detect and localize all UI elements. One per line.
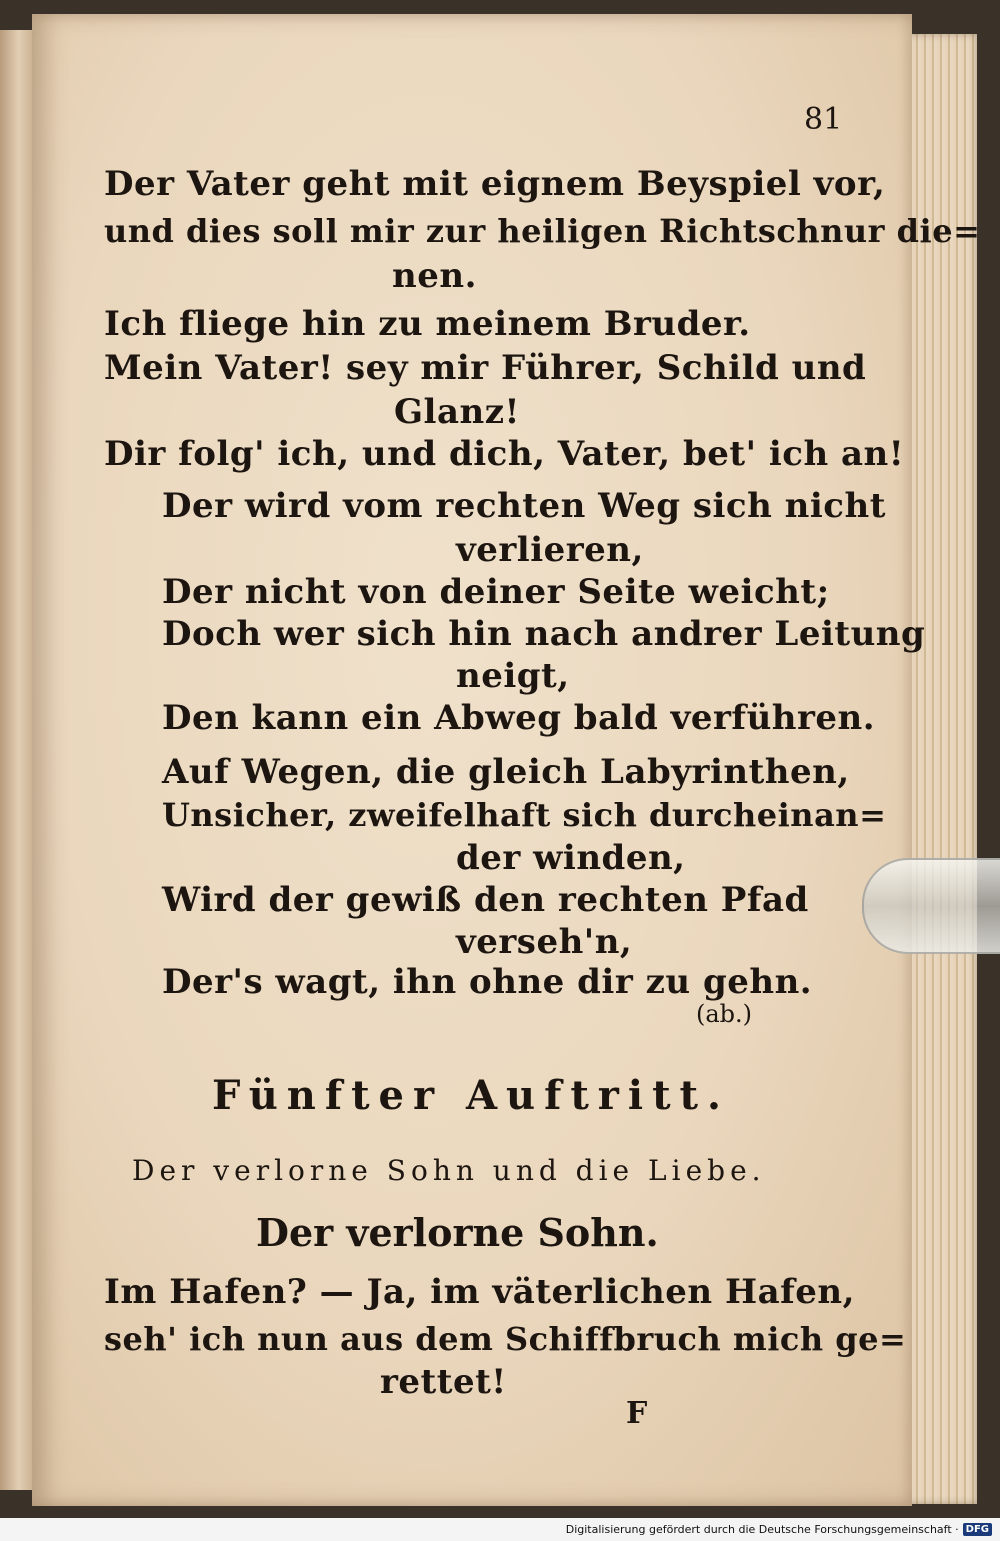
speaker-name: Der verlorne Sohn. <box>256 1210 659 1255</box>
text-line: Glanz! <box>394 392 520 432</box>
book-page <box>32 14 981 1506</box>
page-fore-edges <box>905 34 977 1504</box>
verse-line: Den kann ein Abweg bald verführen. <box>162 698 876 738</box>
text-line: Mein Vater! sey mir Führer, Schild und <box>104 348 867 388</box>
verse-line: Der's wagt, ihn ohne dir zu gehn. <box>162 962 813 1002</box>
verse-line: Der wird vom rechten Weg sich nicht <box>162 486 886 526</box>
text-line: Im Hafen? — Ja, im väterlichen Hafen, <box>104 1272 855 1312</box>
page-holder-clip <box>862 858 1000 954</box>
text-line: seh' ich nun aus dem Schiffbruch mich ge= <box>104 1320 907 1358</box>
verse-line: neigt, <box>456 656 570 696</box>
verse-line: Auf Wegen, die gleich Labyrinthen, <box>162 752 850 792</box>
text-line: rettet! <box>380 1362 507 1402</box>
text-line: und dies soll mir zur heiligen Richtschnur die= <box>104 212 981 250</box>
signature-mark: F <box>626 1396 648 1431</box>
footer-bar <box>0 1518 1000 1541</box>
text-line: Der Vater geht mit eignem Beyspiel vor, <box>104 164 886 204</box>
scene-heading: Fünfter Auftritt. <box>212 1072 730 1119</box>
stage-direction-exit: (ab.) <box>696 1000 753 1028</box>
verse-line: Wird der gewiß den rechten Pfad <box>162 880 809 920</box>
verse-line: Unsicher, zweifelhaft sich durcheinan= <box>162 796 887 834</box>
text-line: Dir folg' ich, und dich, Vater, bet' ich an! <box>104 434 905 474</box>
verse-line: der winden, <box>456 838 686 878</box>
scene-characters: Der verlorne Sohn und die Liebe. <box>132 1154 766 1187</box>
verse-line: verlieren, <box>456 530 644 570</box>
text-line: nen. <box>392 256 477 296</box>
verse-line: Doch wer sich hin nach andrer Leitung <box>162 614 926 654</box>
previous-page-edge <box>0 30 34 1490</box>
text-line: Ich fliege hin zu meinem Bruder. <box>104 304 751 344</box>
verse-line: Der nicht von deiner Seite weicht; <box>162 572 830 612</box>
verse-line: verseh'n, <box>456 922 633 962</box>
dfg-logo: DFG <box>963 1523 992 1536</box>
footer-credit: Digitalisierung gefördert durch die Deutsche Forschungsgemeinschaft · <box>565 1523 959 1536</box>
page-number: 81 <box>804 102 843 137</box>
